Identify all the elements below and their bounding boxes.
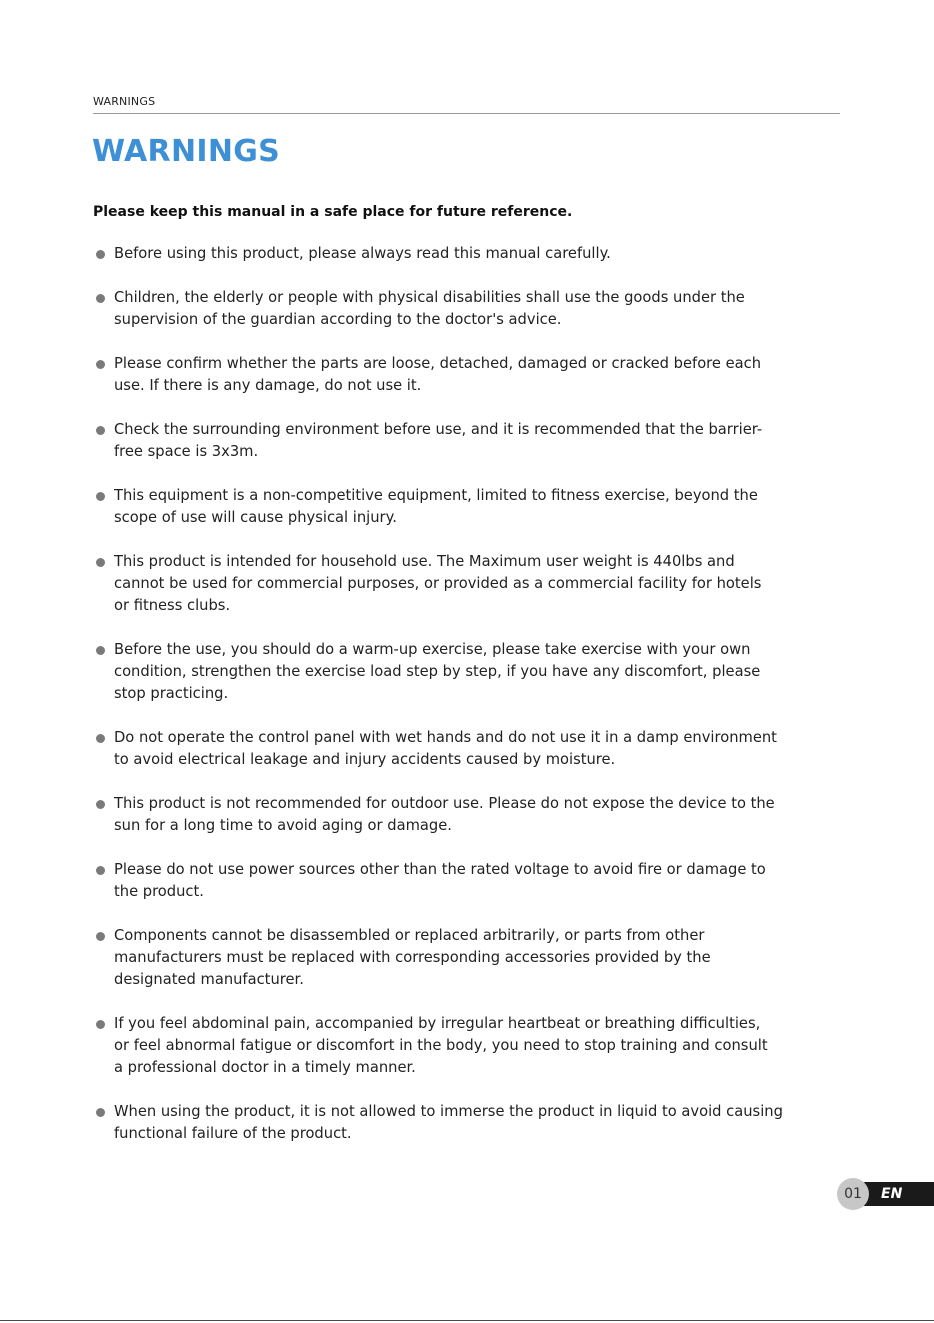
bullet-icon	[96, 294, 105, 303]
bottom-divider	[0, 1320, 934, 1321]
warning-text: Do not operate the control panel with wet hands and do not use it in a damp environment to avoid electrical leakage and injury accidents caused by moisture.	[114, 729, 777, 768]
warning-text: If you feel abdominal pain, accompanied by irregular heartbeat or breathing difficulties, or feel abnormal fatigue or discomfort in the body, you need to stop training and consult a professional doctor in a timely manner.	[114, 1015, 768, 1076]
warning-item	[93, 419, 853, 463]
warning-text: Children, the elderly or people with physical disabilities shall use the goods under the supervision of the guardian according to the doctor's advice.	[114, 289, 745, 328]
warning-text: Check the surrounding environment before use, and it is recommended that the barrier- free space is 3x3m.	[114, 421, 763, 460]
warning-text: This product is intended for household use. The Maximum user weight is 440lbs and cannot be used for commercial purposes, or provided as a commercial facility for hotels or fitness clubs.	[114, 553, 762, 614]
warning-item	[93, 353, 853, 397]
warning-text: When using the product, it is not allowed to immerse the product in liquid to avoid causing functional failure of the product.	[114, 1103, 783, 1142]
bullet-icon	[96, 426, 105, 435]
bullet-icon	[96, 1108, 105, 1117]
bullet-icon	[96, 932, 105, 941]
header-divider	[93, 113, 840, 114]
warning-item	[93, 925, 853, 991]
warning-text: Please do not use power sources other than the rated voltage to avoid fire or damage to the product.	[114, 861, 766, 900]
warnings-list	[93, 243, 853, 1167]
warning-item	[93, 287, 853, 331]
bullet-icon	[96, 492, 105, 501]
intro-text: Please keep this manual in a safe place for future reference.	[93, 204, 573, 220]
warning-item	[93, 639, 853, 705]
bullet-icon	[96, 558, 105, 567]
warning-text: This equipment is a non-competitive equipment, limited to fitness exercise, beyond the scope of use will cause physical injury.	[114, 487, 758, 526]
warning-text: Components cannot be disassembled or replaced arbitrarily, or parts from other manufacturers must be replaced with corresponding accessories provided by the designated manufacturer.	[114, 927, 711, 988]
page-title: WARNINGS	[92, 134, 281, 169]
bullet-icon	[96, 360, 105, 369]
warning-item	[93, 1013, 853, 1079]
warning-item	[93, 551, 853, 617]
language-label: EN	[853, 1182, 934, 1206]
bullet-icon	[96, 1020, 105, 1029]
warning-text: Before the use, you should do a warm-up exercise, please take exercise with your own condition, strengthen the exercise load step by step, if you have any discomfort, please stop practicing.	[114, 641, 761, 702]
bullet-icon	[96, 866, 105, 875]
warning-item	[93, 243, 853, 265]
bullet-icon	[96, 800, 105, 809]
warning-item	[93, 485, 853, 529]
bullet-icon	[96, 734, 105, 743]
warning-text: Before using this product, please always read this manual carefully.	[114, 245, 611, 262]
bullet-icon	[96, 646, 105, 655]
page-number: 01	[837, 1178, 869, 1210]
warning-item	[93, 859, 853, 903]
running-header: WARNINGS	[93, 95, 156, 108]
page-tab	[837, 1178, 934, 1210]
bullet-icon	[96, 250, 105, 259]
warning-item	[93, 1101, 853, 1145]
warning-text: This product is not recommended for outdoor use. Please do not expose the device to the sun for a long time to avoid aging or damage.	[114, 795, 775, 834]
warning-text: Please confirm whether the parts are loose, detached, damaged or cracked before each use. If there is any damage, do not use it.	[114, 355, 762, 394]
warning-item	[93, 727, 853, 771]
warning-item	[93, 793, 853, 837]
